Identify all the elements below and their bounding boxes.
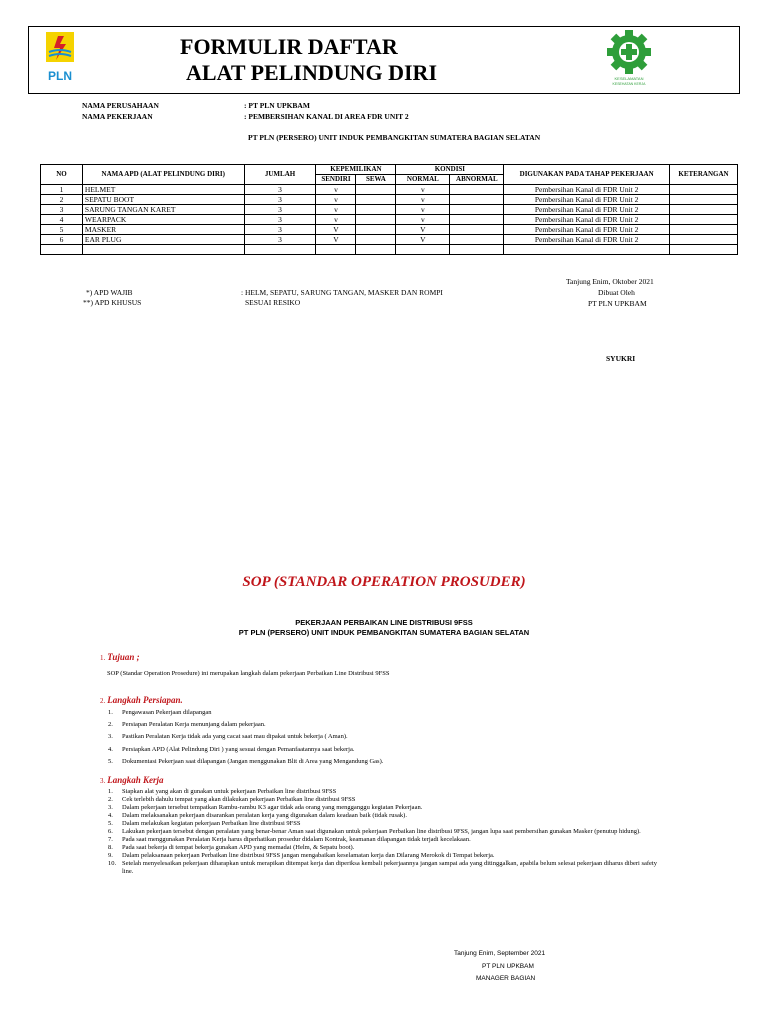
cell-jumlah: 3 [244, 205, 316, 215]
cell-sewa [356, 215, 396, 225]
cell-jumlah: 3 [244, 225, 316, 235]
list-item: 1. Siapkan alat yang akan di gunakan untuk pekerjaan Perbaikan line distribusi 9FSS [108, 788, 337, 795]
th-sendiri: SENDIRI [316, 175, 356, 185]
persiapan-list [108, 707, 668, 768]
cell-abnormal [450, 215, 504, 225]
cell-normal: v [396, 215, 450, 225]
sign1-company: PT PLN UPKBAM [588, 299, 647, 308]
list-item: 2. Cek terlebih dahulu tempat yang akan dilakukan pekerjaan Perbaikan line distribusi 9FSS [108, 796, 356, 803]
cell-no: 5 [41, 225, 83, 235]
list-item: 8. Pada saat bekerja di tempat bekerja gunakan APD yang memadai (Helm, & Sepatu boot). [108, 844, 355, 851]
cell-keterangan [669, 185, 737, 195]
section-number: 2. [100, 697, 106, 705]
list-item: 5. Dalam melakukan kegiatan pekerjaan Perbaikan line distribusi 9FSS [108, 820, 301, 827]
cell-keterangan [669, 215, 737, 225]
cell-nama: EAR PLUG [82, 235, 244, 245]
table-row [41, 195, 738, 205]
cell-normal: V [396, 235, 450, 245]
cell-sewa [356, 205, 396, 215]
form-title-line2: ALAT PELINDUNG DIRI [186, 60, 438, 85]
th-kepemilikan: KEPEMILIKAN [316, 165, 396, 175]
th-keterangan: KETERANGAN [669, 165, 737, 185]
section-heading: Langkah Persiapan. [107, 695, 183, 705]
sign2-place-date: Tanjung Enim, September 2021 [454, 950, 546, 957]
pln-logo-icon [40, 30, 80, 86]
cell-nama: MASKER [82, 225, 244, 235]
list-item: 10. Setelah menyelesaikan pekerjaan diharapkan untuk merapikan ditempat kerja dan diperiksa kembali pekerjaannya jangan sampai ada yang ditinggalkan, apabila belum selesai pekerjaan diharus diberi safety line. [108, 860, 657, 875]
cell-abnormal [450, 225, 504, 235]
job-label: NAMA PEKERJAAN [82, 112, 153, 121]
sign1-place-date: Tanjung Enim, Oktober 2021 [566, 277, 654, 286]
cell-nama: SEPATU BOOT [82, 195, 244, 205]
sop-subtitle-1: PEKERJAAN PERBAIKAN LINE DISTRIBUSI 9FSS [295, 618, 473, 627]
list-item: 3. Pastikan Peralatan Kerja tidak ada yang cacat saat mau dipakai untuk bekerja ( Aman). [108, 733, 348, 741]
cell-abnormal [450, 235, 504, 245]
section-number: 3. [100, 777, 106, 785]
cell-sewa [356, 235, 396, 245]
cell-nama: HELMET [82, 185, 244, 195]
cell-sendiri: V [316, 225, 356, 235]
cell-abnormal [450, 195, 504, 205]
sop-title: SOP (STANDAR OPERATION PROSUDER) [242, 574, 526, 590]
cell-sendiri: v [316, 195, 356, 205]
cell-tahap: Pembersihan Kanal di FDR Unit 2 [504, 185, 670, 195]
cell-nama: SARUNG TANGAN KARET [82, 205, 244, 215]
table-row [41, 225, 738, 235]
table-row [41, 235, 738, 245]
cell-tahap: Pembersihan Kanal di FDR Unit 2 [504, 225, 670, 235]
cell-no: 4 [41, 215, 83, 225]
section-langkah-kerja-heading [100, 775, 164, 785]
cell-jumlah: 3 [244, 195, 316, 205]
form-title [180, 34, 437, 86]
cell-sendiri: v [316, 185, 356, 195]
cell-no: 1 [41, 185, 83, 195]
cell-normal: v [396, 205, 450, 215]
cell-abnormal [450, 205, 504, 215]
th-sewa: SEWA [356, 175, 396, 185]
cell-normal: V [396, 225, 450, 235]
cell-tahap: Pembersihan Kanal di FDR Unit 2 [504, 205, 670, 215]
cell-jumlah: 3 [244, 185, 316, 195]
table-row [41, 185, 738, 195]
apd-wajib-value: : HELM, SEPATU, SARUNG TANGAN, MASKER DAN ROMPI [241, 288, 443, 297]
cell-abnormal [450, 185, 504, 195]
section-tujuan-text: SOP (Standar Operation Prosedure) ini merupakan langkah dalam pekerjaan Perbaikan Line Distribusi 9FSS [107, 670, 390, 677]
section-number: 1. [100, 654, 106, 662]
th-nama-apd: NAMA APD (ALAT PELINDUNG DIRI) [82, 165, 244, 185]
th-jumlah: JUMLAH [244, 165, 316, 185]
cell-sewa [356, 195, 396, 205]
apd-table [40, 164, 738, 255]
cell-keterangan [669, 225, 737, 235]
cell-nama: WEARPACK [82, 215, 244, 225]
th-kondisi: KONDISI [396, 165, 504, 175]
list-item: 9. Dalam pelaksanaan pekerjaan Perbaikan line distribusi 9FSS jangan mengabaikan keselamatan kerja dan Dilarang Merokok di Tempat bekerja. [108, 852, 495, 859]
table-row [41, 205, 738, 215]
cell-sewa [356, 225, 396, 235]
list-item: 2. Persiapan Peralatan Kerja menunjang dalam pekerjaan. [108, 721, 266, 729]
sign1-made-by: Dibuat Oleh [598, 288, 635, 297]
pln-logo-text: PLN [48, 69, 72, 83]
cell-no: 6 [41, 235, 83, 245]
job-value: : PEMBERSIHAN KANAL DI AREA FDR UNIT 2 [244, 112, 409, 121]
cell-no: 3 [41, 205, 83, 215]
cell-sendiri: v [316, 215, 356, 225]
cell-sendiri: v [316, 205, 356, 215]
list-item: 1. Pengawasan Pekerjaan dilapangan [108, 709, 212, 716]
cell-no: 2 [41, 195, 83, 205]
cell-keterangan [669, 235, 737, 245]
th-no: NO [41, 165, 83, 185]
cell-keterangan [669, 195, 737, 205]
k3-safety-logo-icon [603, 28, 655, 88]
company-value: : PT PLN UPKBAM [244, 101, 310, 110]
apd-khusus-label: **) APD KHUSUS [83, 298, 142, 307]
table-row [41, 215, 738, 225]
sign1-name: SYUKRI [606, 354, 636, 363]
cell-sewa [356, 185, 396, 195]
k3-logo-text2: KESEHATAN KERJA [612, 82, 646, 86]
company-label: NAMA PERUSAHAAN [82, 101, 159, 110]
cell-normal: v [396, 195, 450, 205]
sop-subtitle-2: PT PLN (PERSERO) UNIT INDUK PEMBANGKITAN SUMATERA BAGIAN SELATAN [238, 628, 530, 637]
cell-tahap: Pembersihan Kanal di FDR Unit 2 [504, 215, 670, 225]
section-heading: Langkah Kerja [107, 775, 164, 785]
list-item: 4. Dalam melaksanakan pekerjaan disarankan peralatan kerja yang digunakan dalam keadaan baik (tidak rusak). [108, 812, 407, 819]
table-row-empty [41, 245, 738, 255]
cell-normal: v [396, 185, 450, 195]
th-abnormal: ABNORMAL [450, 175, 504, 185]
apd-khusus-value: SESUAI RESIKO [245, 298, 301, 307]
list-item: 4. Persiapkan APD (Alat Pelindung Diri ) yang sesuai dengan Pemanfaatannya saat bekerja. [108, 745, 355, 753]
section-persiapan-heading [100, 695, 183, 705]
form-title-line1: FORMULIR DAFTAR [180, 34, 398, 59]
list-item: 3. Dalam pekerjaan tersebut tempatkan Rambu-rambu K3 agar tidak ada orang yang mengganggu kegiatan Pekerjaan. [108, 804, 423, 811]
cell-tahap: Pembersihan Kanal di FDR Unit 2 [504, 195, 670, 205]
list-item: 7. Pada saat menggunakan Peralatan Kerja harus diperhatikan prosedur didalam Kontrak, keamanan dilapangan tidak terjadi kecelakaan. [108, 836, 471, 843]
cell-jumlah: 3 [244, 235, 316, 245]
sign2-title: MANAGER BAGIAN [476, 975, 536, 982]
cell-keterangan [669, 205, 737, 215]
apd-wajib-label: *) APD WAJIB [86, 288, 133, 297]
unit-line: PT PLN (PERSERO) UNIT INDUK PEMBANGKITAN SUMATERA BAGIAN SELATAN [248, 133, 541, 142]
cell-jumlah: 3 [244, 215, 316, 225]
th-normal: NORMAL [396, 175, 450, 185]
cell-sendiri: V [316, 235, 356, 245]
list-item: 5. Dokumentasi Pekerjaan saat dilapangan (Jangan menggunakan Blit di Area yang Mengandung Gas). [108, 757, 384, 765]
section-heading: Tujuan ; [107, 652, 140, 662]
section-tujuan-heading [100, 652, 140, 662]
k3-logo-text1: KESELAMATAN [614, 76, 644, 81]
list-item: 6. Lakukan pekerjaan tersebut dengan peralatan yang benar-benar Aman saat digunakan untuk pekerjaan Perbaikan line distribusi 9FSS, jangan lupa saat pembersihan gunakan Masker (penutup hidung). [108, 828, 641, 835]
sign2-company: PT PLN UPKBAM [482, 963, 534, 970]
th-tahap: DIGUNAKAN PADA TAHAP PEKERJAAN [504, 165, 670, 185]
langkah-kerja-list [108, 788, 668, 876]
cell-tahap: Pembersihan Kanal di FDR Unit 2 [504, 235, 670, 245]
